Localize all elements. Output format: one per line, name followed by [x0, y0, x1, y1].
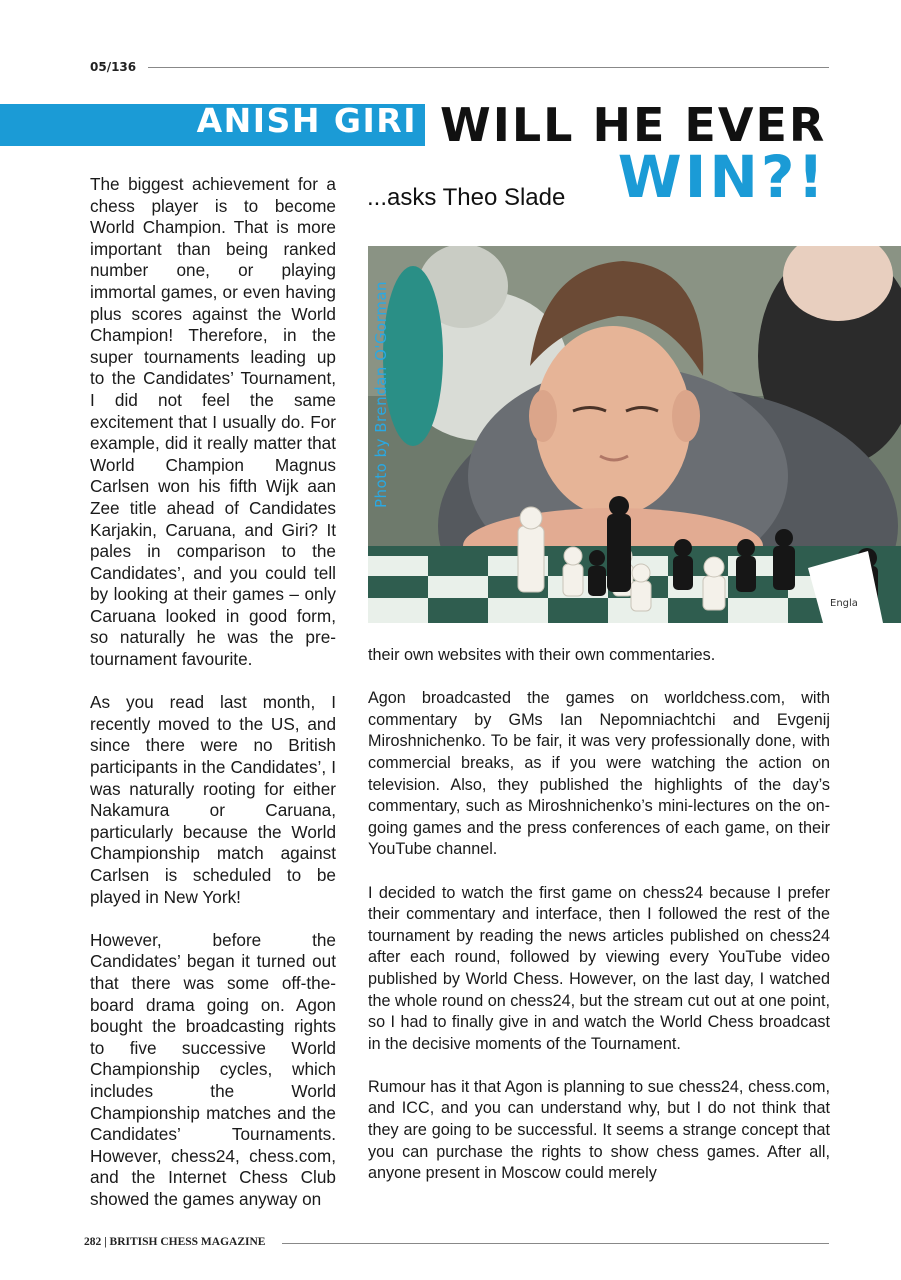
- headline-line-2: WIN?!: [617, 143, 827, 211]
- photo-card-label: Engla: [830, 598, 858, 609]
- header-rule: [148, 67, 829, 68]
- title-band: [0, 101, 425, 146]
- article-paragraph: As you read last month, I recently moved to the US, and since there were no British participants in the Candidates’, I was naturally rooting for either Nakamura or Caruana, particularly because the World Championship match against Carlsen is scheduled to be played in New York!: [90, 692, 336, 907]
- article-left-column: [90, 174, 336, 1211]
- headline-line-1: WILL HE EVER: [440, 98, 827, 152]
- byline: ...asks Theo Slade: [367, 184, 566, 211]
- photo-credit: Photo by Brendan O'Gorman: [372, 280, 390, 508]
- article-paragraph: Rumour has it that Agon is planning to sue chess24, chess.com, and ICC, and you can understand why, but I do not think that they are going to be successful. It seems a strange concept that you can purchase the rights to show chess games. After all, anyone present in Moscow could merely: [368, 1077, 830, 1183]
- article-paragraph: Agon broadcasted the games on worldchess.com, with commentary by GMs Ian Nepomniachtchi and Evgenij Miroshnichenko. To be fair, it was very professionally done, with commercial breaks, as if you were watching the action on television. Also, they published the highlights of the day’s commentary, such as Miroshnichenko’s mini-lectures on the on-going games and the press conferences of each game, on their YouTube channel.: [368, 689, 830, 859]
- footer-page-info: 282 | BRITISH CHESS MAGAZINE: [84, 1236, 266, 1248]
- article-paragraph: I decided to watch the first game on chess24 because I prefer their commentary and interface, then I followed the rest of the tournament by reading the news articles published on chess24 after each round, followed by viewing every YouTube video published by World Chess. However, on the last day, I watched the whole round on chess24, but the stream cut out at one point, so I had to finally give in and watch the World Chess broadcast in the decisive moments of the Tournament.: [368, 883, 830, 1053]
- article-photo: [368, 246, 901, 623]
- article-paragraph: The biggest achievement for a chess player is to become World Champion. That is more important than being ranked number one, or playing immortal games, or even having plus scores against the World Champion! Therefore, in the super tournaments leading up to the Candidates’ Tournament, I did not feel the same excitement that I usually do. For example, did it really matter that World Champion Magnus Carlsen won his fifth Wijk aan Zee title ahead of Candidates Karjakin, Caruana, and Giri? It pales in comparison to the Candidates’, and you could tell by looking at their games – only Caruana looked in good form, so naturally he was the pre-tournament favourite.: [90, 174, 336, 670]
- article-paragraph: However, before the Candidates’ began it turned out that there was some off-the-board drama going on. Agon bought the broadcasting rights to five successive World Championship cycles, which includes the World Championship matches and the Candidates’ Tournaments. However, chess24, chess.com, and the Internet Chess Club showed the games anyway on: [90, 929, 336, 1209]
- chess-player-illustration: [368, 246, 901, 623]
- title-band-text: ANISH GIRI: [196, 101, 417, 140]
- page-counter: 05/136: [90, 60, 137, 74]
- article-right-column: [368, 645, 830, 1185]
- article-paragraph: their own websites with their own commentaries.: [368, 646, 716, 664]
- footer-rule: [282, 1243, 829, 1244]
